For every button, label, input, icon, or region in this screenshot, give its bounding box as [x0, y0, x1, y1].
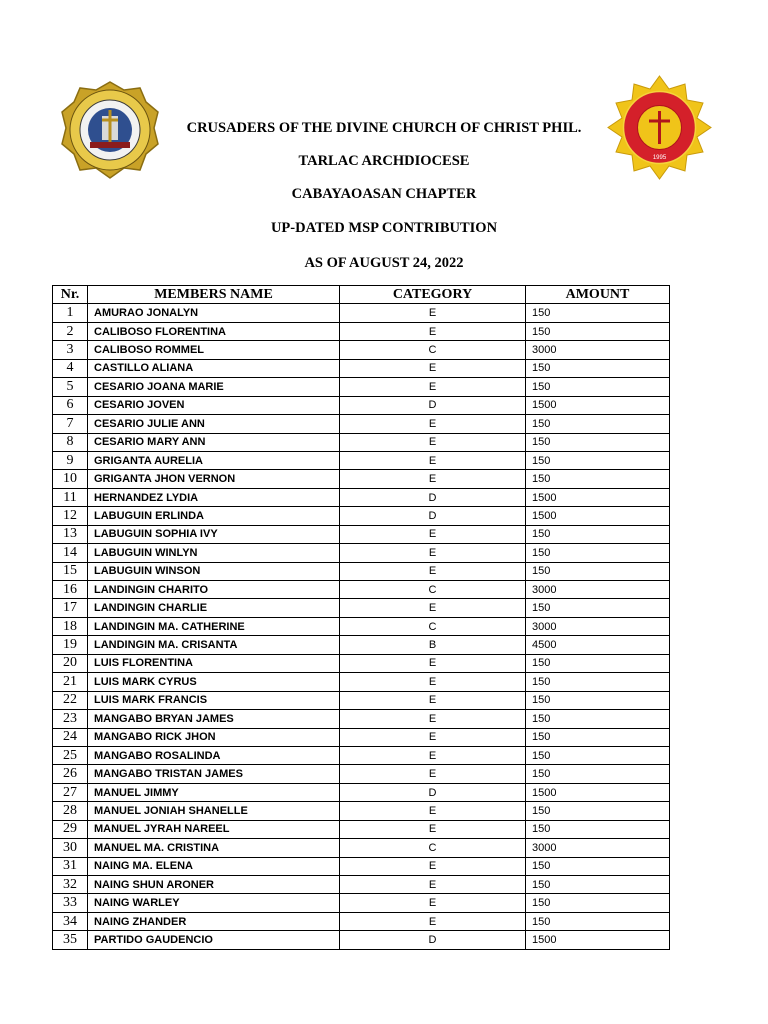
table-row [53, 396, 670, 414]
member-name: LANDINGIN CHARLIE [88, 599, 340, 617]
row-number: 28 [53, 802, 88, 820]
contribution-amount: 150 [526, 710, 670, 728]
document-title: UP-DATED MSP CONTRIBUTION [270, 220, 498, 236]
member-name: MANGABO TRISTAN JAMES [88, 765, 340, 783]
member-category: E [340, 322, 526, 340]
member-name: GRIGANTA JHON VERNON [88, 470, 340, 488]
member-category: C [340, 617, 526, 635]
member-category: E [340, 470, 526, 488]
column-header-nr: Nr. [53, 286, 88, 304]
row-number: 12 [53, 507, 88, 525]
row-number: 13 [53, 525, 88, 543]
table-row [53, 488, 670, 506]
row-number: 30 [53, 839, 88, 857]
table-row [53, 654, 670, 672]
member-name: LUIS FLORENTINA [88, 654, 340, 672]
member-category: E [340, 378, 526, 396]
member-category: E [340, 912, 526, 930]
member-category: E [340, 433, 526, 451]
table-row [53, 470, 670, 488]
contribution-amount: 150 [526, 654, 670, 672]
table-row [53, 359, 670, 377]
member-category: D [340, 783, 526, 801]
row-number: 24 [53, 728, 88, 746]
row-number: 1 [53, 304, 88, 322]
member-name: MANUEL JIMMY [88, 783, 340, 801]
member-category: E [340, 304, 526, 322]
contribution-amount: 150 [526, 470, 670, 488]
contribution-amount: 150 [526, 802, 670, 820]
member-category: E [340, 728, 526, 746]
row-number: 10 [53, 470, 88, 488]
column-header-category: CATEGORY [340, 286, 526, 304]
table-row [53, 599, 670, 617]
member-category: E [340, 415, 526, 433]
table-row [53, 710, 670, 728]
member-name: MANUEL JONIAH SHANELLE [88, 802, 340, 820]
table-row [53, 581, 670, 599]
table-row [53, 451, 670, 469]
contribution-amount: 150 [526, 322, 670, 340]
row-number: 16 [53, 581, 88, 599]
contribution-amount: 1500 [526, 931, 670, 949]
member-name: MANUEL MA. CRISTINA [88, 839, 340, 857]
member-name: CESARIO MARY ANN [88, 433, 340, 451]
table-row [53, 802, 670, 820]
table-row [53, 433, 670, 451]
table-row [53, 525, 670, 543]
member-category: E [340, 599, 526, 617]
contribution-amount: 150 [526, 876, 670, 894]
contribution-amount: 150 [526, 765, 670, 783]
member-category: E [340, 654, 526, 672]
contribution-amount: 150 [526, 673, 670, 691]
member-category: E [340, 691, 526, 709]
table-row [53, 691, 670, 709]
member-name: LUIS MARK FRANCIS [88, 691, 340, 709]
column-header-amount: AMOUNT [526, 286, 670, 304]
row-number: 35 [53, 931, 88, 949]
member-category: E [340, 765, 526, 783]
table-row [53, 783, 670, 801]
member-category: E [340, 710, 526, 728]
table-row [53, 839, 670, 857]
row-number: 34 [53, 912, 88, 930]
row-number: 3 [53, 341, 88, 359]
member-category: E [340, 525, 526, 543]
member-name: PARTIDO GAUDENCIO [88, 931, 340, 949]
contribution-amount: 150 [526, 359, 670, 377]
member-category: E [340, 876, 526, 894]
member-category: D [340, 507, 526, 525]
contribution-amount: 150 [526, 912, 670, 930]
table-row [53, 912, 670, 930]
member-category: E [340, 544, 526, 562]
member-name: CALIBOSO ROMMEL [88, 341, 340, 359]
row-number: 25 [53, 746, 88, 764]
row-number: 27 [53, 783, 88, 801]
member-category: E [340, 451, 526, 469]
contribution-amount: 150 [526, 304, 670, 322]
contribution-amount: 1500 [526, 507, 670, 525]
member-name: AMURAO JONALYN [88, 304, 340, 322]
contribution-amount: 150 [526, 894, 670, 912]
contribution-amount: 150 [526, 820, 670, 838]
table-row [53, 544, 670, 562]
member-category: C [340, 341, 526, 359]
member-category: B [340, 636, 526, 654]
seal-year: 1995 [652, 155, 667, 161]
contribution-amount: 150 [526, 415, 670, 433]
member-name: CESARIO JOVEN [88, 396, 340, 414]
table-row [53, 746, 670, 764]
member-name: NAING MA. ELENA [88, 857, 340, 875]
row-number: 2 [53, 322, 88, 340]
table-row [53, 673, 670, 691]
member-category: C [340, 839, 526, 857]
contribution-amount: 150 [526, 451, 670, 469]
contribution-amount: 4500 [526, 636, 670, 654]
row-number: 5 [53, 378, 88, 396]
row-number: 7 [53, 415, 88, 433]
member-category: E [340, 894, 526, 912]
table-row [53, 617, 670, 635]
as-of-date: AS OF AUGUST 24, 2022 [304, 255, 464, 271]
contribution-amount: 150 [526, 746, 670, 764]
contribution-amount: 150 [526, 728, 670, 746]
table-row [53, 931, 670, 949]
member-category: E [340, 359, 526, 377]
member-category: C [340, 581, 526, 599]
contribution-amount: 150 [526, 691, 670, 709]
table-row [53, 507, 670, 525]
contribution-amount: 3000 [526, 839, 670, 857]
member-name: CESARIO JULIE ANN [88, 415, 340, 433]
row-number: 32 [53, 876, 88, 894]
row-number: 15 [53, 562, 88, 580]
member-category: E [340, 802, 526, 820]
table-row [53, 765, 670, 783]
archdiocese-title: TARLAC ARCHDIOCESE [298, 153, 470, 169]
contribution-amount: 3000 [526, 581, 670, 599]
row-number: 11 [53, 488, 88, 506]
table-row [53, 876, 670, 894]
member-name: CESARIO JOANA MARIE [88, 378, 340, 396]
member-name: CASTILLO ALIANA [88, 359, 340, 377]
row-number: 22 [53, 691, 88, 709]
contribution-amount: 150 [526, 544, 670, 562]
member-name: NAING WARLEY [88, 894, 340, 912]
table-row [53, 857, 670, 875]
member-name: MANGABO BRYAN JAMES [88, 710, 340, 728]
contribution-amount: 3000 [526, 617, 670, 635]
member-category: E [340, 673, 526, 691]
member-name: LABUGUIN ERLINDA [88, 507, 340, 525]
member-name: MANUEL JYRAH NAREEL [88, 820, 340, 838]
member-name: GRIGANTA AURELIA [88, 451, 340, 469]
table-row [53, 820, 670, 838]
member-category: D [340, 488, 526, 506]
member-name: LABUGUIN WINSON [88, 562, 340, 580]
contribution-amount: 3000 [526, 341, 670, 359]
contribution-amount: 1500 [526, 396, 670, 414]
table-row [53, 378, 670, 396]
row-number: 6 [53, 396, 88, 414]
chapter-title: CABAYAOASAN CHAPTER [291, 186, 477, 202]
row-number: 21 [53, 673, 88, 691]
table-row [53, 415, 670, 433]
member-category: E [340, 857, 526, 875]
contribution-amount: 150 [526, 857, 670, 875]
table-row [53, 728, 670, 746]
member-category: D [340, 396, 526, 414]
member-name: MANGABO ROSALINDA [88, 746, 340, 764]
table-header-row [53, 286, 670, 304]
contribution-amount: 1500 [526, 488, 670, 506]
row-number: 33 [53, 894, 88, 912]
member-category: D [340, 931, 526, 949]
member-category: E [340, 562, 526, 580]
member-name: NAING ZHANDER [88, 912, 340, 930]
member-name: HERNANDEZ LYDIA [88, 488, 340, 506]
member-category: E [340, 820, 526, 838]
contribution-amount: 150 [526, 599, 670, 617]
member-name: LABUGUIN SOPHIA IVY [88, 525, 340, 543]
contribution-table [52, 285, 670, 950]
member-name: LANDINGIN MA. CATHERINE [88, 617, 340, 635]
member-name: NAING SHUN ARONER [88, 876, 340, 894]
contribution-amount: 150 [526, 525, 670, 543]
row-number: 26 [53, 765, 88, 783]
organization-title: CRUSADERS OF THE DIVINE CHURCH OF CHRIST PHIL. [186, 120, 582, 136]
contribution-amount: 150 [526, 433, 670, 451]
member-name: MANGABO RICK JHON [88, 728, 340, 746]
contribution-amount: 150 [526, 378, 670, 396]
member-name: LABUGUIN WINLYN [88, 544, 340, 562]
row-number: 17 [53, 599, 88, 617]
member-name: LANDINGIN CHARITO [88, 581, 340, 599]
table-row [53, 341, 670, 359]
table-row [53, 894, 670, 912]
row-number: 8 [53, 433, 88, 451]
member-category: E [340, 746, 526, 764]
row-number: 29 [53, 820, 88, 838]
row-number: 18 [53, 617, 88, 635]
member-name: CALIBOSO FLORENTINA [88, 322, 340, 340]
row-number: 4 [53, 359, 88, 377]
table-row [53, 636, 670, 654]
table-row [53, 322, 670, 340]
member-name: LUIS MARK CYRUS [88, 673, 340, 691]
row-number: 23 [53, 710, 88, 728]
member-name: LANDINGIN MA. CRISANTA [88, 636, 340, 654]
row-number: 20 [53, 654, 88, 672]
row-number: 19 [53, 636, 88, 654]
table-row [53, 562, 670, 580]
contribution-amount: 1500 [526, 783, 670, 801]
column-header-members-name: MEMBERS NAME [88, 286, 340, 304]
row-number: 9 [53, 451, 88, 469]
contribution-amount: 150 [526, 562, 670, 580]
row-number: 14 [53, 544, 88, 562]
table-row [53, 304, 670, 322]
row-number: 31 [53, 857, 88, 875]
